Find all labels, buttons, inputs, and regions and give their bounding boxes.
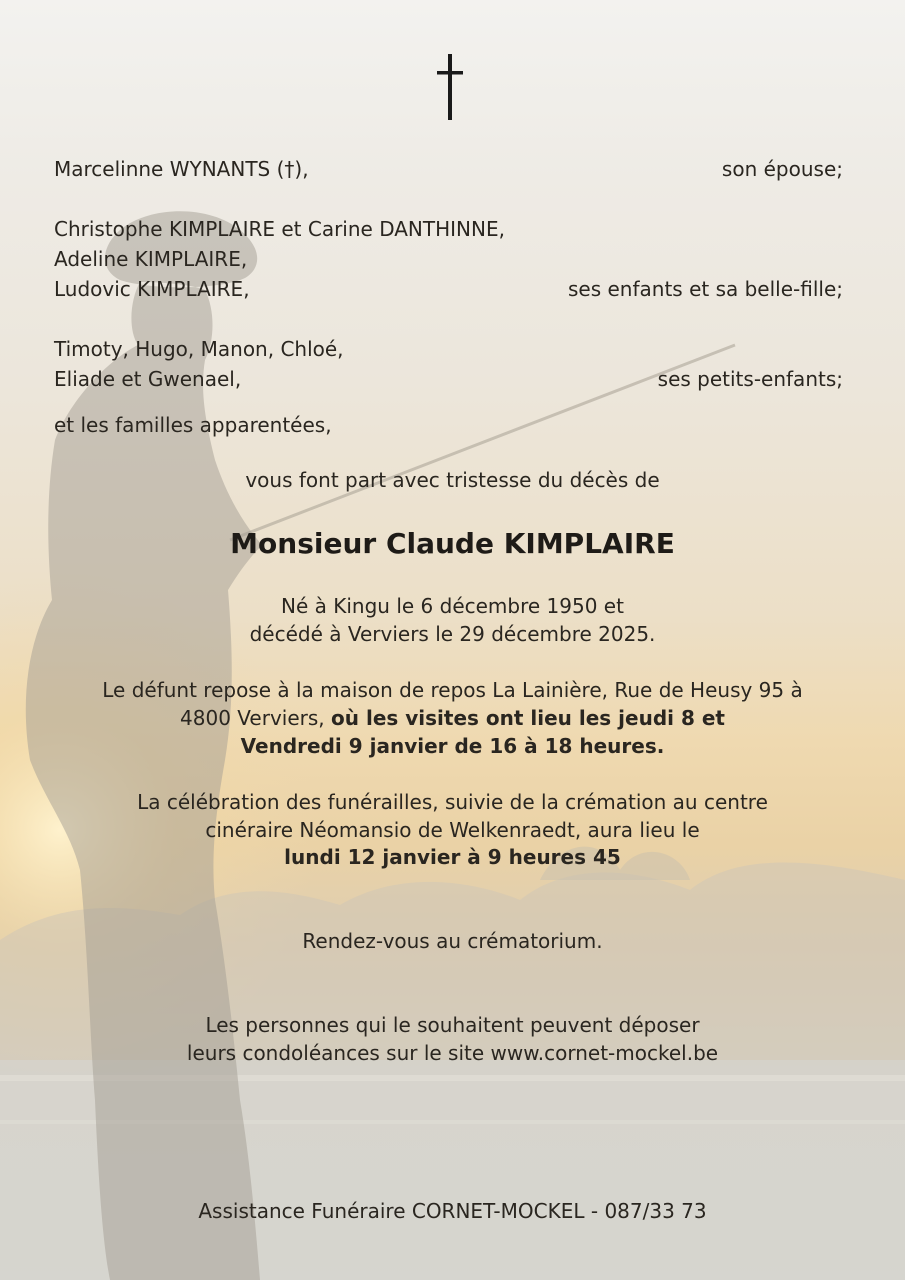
funeral-line-2: cinéraire Néomansio de Welkenraedt, aura lieu le bbox=[205, 818, 700, 842]
child-line: Christophe KIMPLAIRE et Carine DANTHINNE, bbox=[54, 217, 505, 241]
grandchildren-line: Eliade et Gwenael, bbox=[54, 367, 242, 391]
condolences-line-2: leurs condoléances sur le site www.cornet-mockel.be bbox=[186, 1041, 719, 1065]
grandchildren-role: ses petits-enfants; bbox=[657, 367, 843, 391]
spouse-role: son épouse; bbox=[721, 157, 843, 181]
condolences-line-1: Les personnes qui le souhaitent peuvent déposer bbox=[205, 1013, 700, 1037]
deceased-name: Monsieur Claude KIMPLAIRE bbox=[230, 527, 675, 560]
visitation-times: où les visites ont lieu les jeudi 8 et bbox=[331, 706, 725, 730]
funeral-line-3 bbox=[0, 844, 905, 870]
death-line: décédé à Verviers le 29 décembre 2025. bbox=[249, 622, 656, 646]
birth-line: Né à Kingu le 6 décembre 1950 et bbox=[281, 594, 624, 618]
visitation-location: 4800 Verviers, bbox=[180, 706, 332, 730]
funeral-date: lundi 12 janvier à 9 heures 45 bbox=[284, 845, 621, 869]
visitation-line-3 bbox=[0, 733, 905, 759]
cross-icon bbox=[435, 54, 465, 120]
visitation-line-2 bbox=[0, 705, 905, 731]
child-line: Adeline KIMPLAIRE, bbox=[54, 247, 248, 271]
children-role: ses enfants et sa belle-fille; bbox=[568, 277, 843, 301]
visitation-date: Vendredi 9 janvier de 16 à 18 heures. bbox=[240, 734, 665, 758]
child-line: Ludovic KIMPLAIRE, bbox=[54, 277, 250, 301]
announcement-intro: vous font part avec tristesse du décès de bbox=[245, 468, 660, 492]
meeting-line: Rendez-vous au crématorium. bbox=[302, 929, 603, 953]
spouse-name: Marcelinne WYNANTS (†), bbox=[54, 157, 309, 181]
funeral-line-1: La célébration des funérailles, suivie de la crémation au centre bbox=[137, 790, 768, 814]
relatives-line: et les familles apparentées, bbox=[54, 413, 332, 437]
funeral-home-footer: Assistance Funéraire CORNET-MOCKEL - 087/33 73 bbox=[198, 1199, 707, 1223]
grandchildren-line: Timoty, Hugo, Manon, Chloé, bbox=[54, 337, 344, 361]
visitation-line-1: Le défunt repose à la maison de repos La Lainière, Rue de Heusy 95 à bbox=[102, 678, 803, 702]
